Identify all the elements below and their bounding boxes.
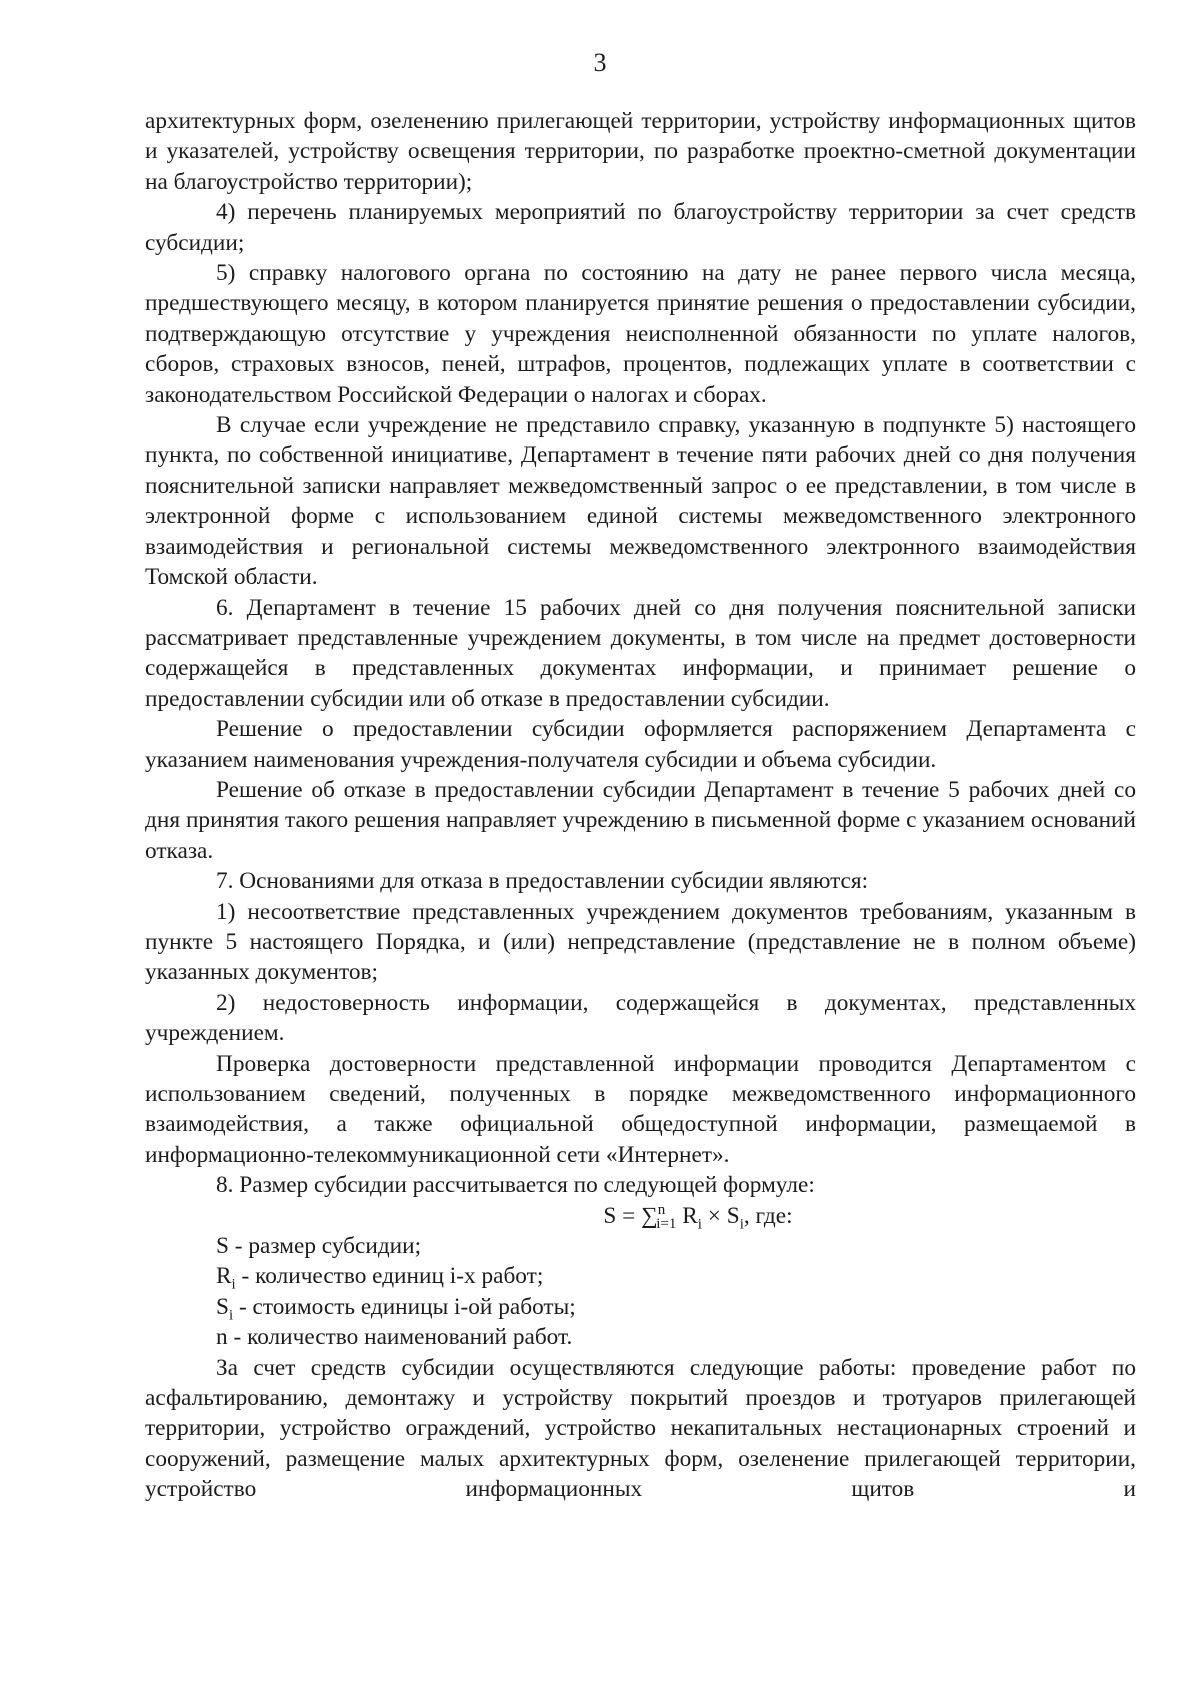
paragraph-verification: Проверка достоверности представленной информации проводится Департаментом с использованием сведений, полученных в порядке межведомственного информационного взаимодействия, а также официальной общедоступной информации, размещаемой в информационно-телекоммуникационной сети «Интернет». xyxy=(145,1050,1136,1168)
formula-lhs: S = xyxy=(603,1202,636,1229)
refusal-ground-2: 2) недостоверность информации, содержащейся в документах, представленных учреждением. xyxy=(145,989,1136,1047)
definition-text: - количество наименований работ. xyxy=(227,1324,573,1351)
formula-sum-symbol: ∑ xyxy=(641,1202,658,1229)
formula-s-sub: i xyxy=(739,1216,744,1233)
formula-r-sub: i xyxy=(697,1216,702,1233)
paragraph-works-list: За счет средств субсидии осуществляются следующие работы: проведение работ по асфальтированию, демонтажу и устройству покрытий проездов и тротуаров прилегающей территории, устройство ограждений, устройство некапитальных нестационарных строений и сооружений, размещение малых архитектурных форм, озеленение прилегающей территории, устройство информационных щитов и xyxy=(145,1354,1136,1503)
list-item-5: 5) справку налогового органа по состоянию на дату не ранее первого числа месяца, предшествующего месяцу, в котором планируется принятие решения о предоставлении субсидии, подтверждающую отсутствие у учреждения неисполненной обязанности по уплате налогов, сборов, страховых взносов, пеней, штрафов, процентов, подлежащих уплате в соответствии с законодательством Российской Федерации о налогах и сборах. xyxy=(145,260,1136,408)
formula-s: S xyxy=(726,1202,740,1229)
formula-sum-upper: n xyxy=(657,1201,666,1218)
definition-symbol: S xyxy=(216,1293,229,1320)
definition-ri xyxy=(145,1261,1136,1294)
definition-si xyxy=(145,1292,1136,1322)
definition-text: - количество единиц i-х работ; xyxy=(235,1263,544,1290)
definition-symbol: S xyxy=(216,1233,229,1260)
formula-times: × xyxy=(707,1202,721,1229)
document-body xyxy=(145,106,1136,1505)
paragraph-decision-grant: Решение о предоставлении субсидии оформляется распоряжением Департамента с указанием наименования учреждения-получателя субсидии и объема субсидии. xyxy=(145,716,1136,773)
clause-8: 8. Размер субсидии рассчитывается по следующей формуле: xyxy=(216,1172,815,1199)
refusal-ground-1: 1) несоответствие представленных учреждением документов требованиям, указанным в пункте 5 настоящего Порядка, и (или) непредставление (представление не в полном объеме) указанных документов; xyxy=(145,898,1136,986)
formula-r: R xyxy=(682,1202,698,1229)
paragraph-interdepartmental-request: В случае если учреждение не представило справку, указанную в подпункте 5) настоящего пункта, по собственной инициативе, Департамент в течение пяти рабочих дней со дня получения пояснительной записки направляет межведомственный запрос о ее представлении, в том числе в электронной форме с использованием единой системы межведомственного электронного взаимодействия и региональной системы межведомственного электронного взаимодействия Томской области. xyxy=(145,412,1136,591)
definition-s xyxy=(145,1231,1136,1261)
definition-subscript: i xyxy=(231,1277,236,1294)
definition-symbol: R xyxy=(216,1263,232,1290)
paragraph-continuation: архитектурных форм, озеленению прилегающей территории, устройству информационных щитов и указателей, устройству освещения территории, по разработке проектно-сметной документации на благоустройство территории); xyxy=(145,108,1136,195)
page-number: 3 xyxy=(593,48,607,77)
definition-subscript: i xyxy=(228,1307,234,1324)
subsidy-formula xyxy=(145,1201,1136,1231)
definition-n xyxy=(145,1322,1136,1352)
formula-sum-lower: i=1 xyxy=(656,1216,677,1233)
definition-text: - стоимость единицы i-ой работы; xyxy=(233,1293,576,1320)
clause-7: 7. Основаниями для отказа в предоставлении субсидии являются: xyxy=(216,868,869,895)
list-item-4: 4) перечень планируемых мероприятий по благоустройству территории за счет средств субсидии; xyxy=(145,199,1136,256)
clause-6: 6. Департамент в течение 15 рабочих дней со дня получения пояснительной записки рассматривает представленные учреждением документы, в том числе на предмет достоверности содержащейся в представленных документах информации, и принимает решение о предоставлении субсидии или об отказе в предоставлении субсидии. xyxy=(145,594,1136,712)
formula-tail: , где: xyxy=(743,1202,793,1229)
definition-text: - размер субсидии; xyxy=(228,1233,422,1260)
paragraph-decision-refusal: Решение об отказе в предоставлении субсидии Департамент в течение 5 рабочих дней со дня принятия такого решения направляет учреждению в письменной форме с указанием оснований отказа. xyxy=(145,776,1136,864)
definition-symbol: n xyxy=(216,1324,228,1351)
